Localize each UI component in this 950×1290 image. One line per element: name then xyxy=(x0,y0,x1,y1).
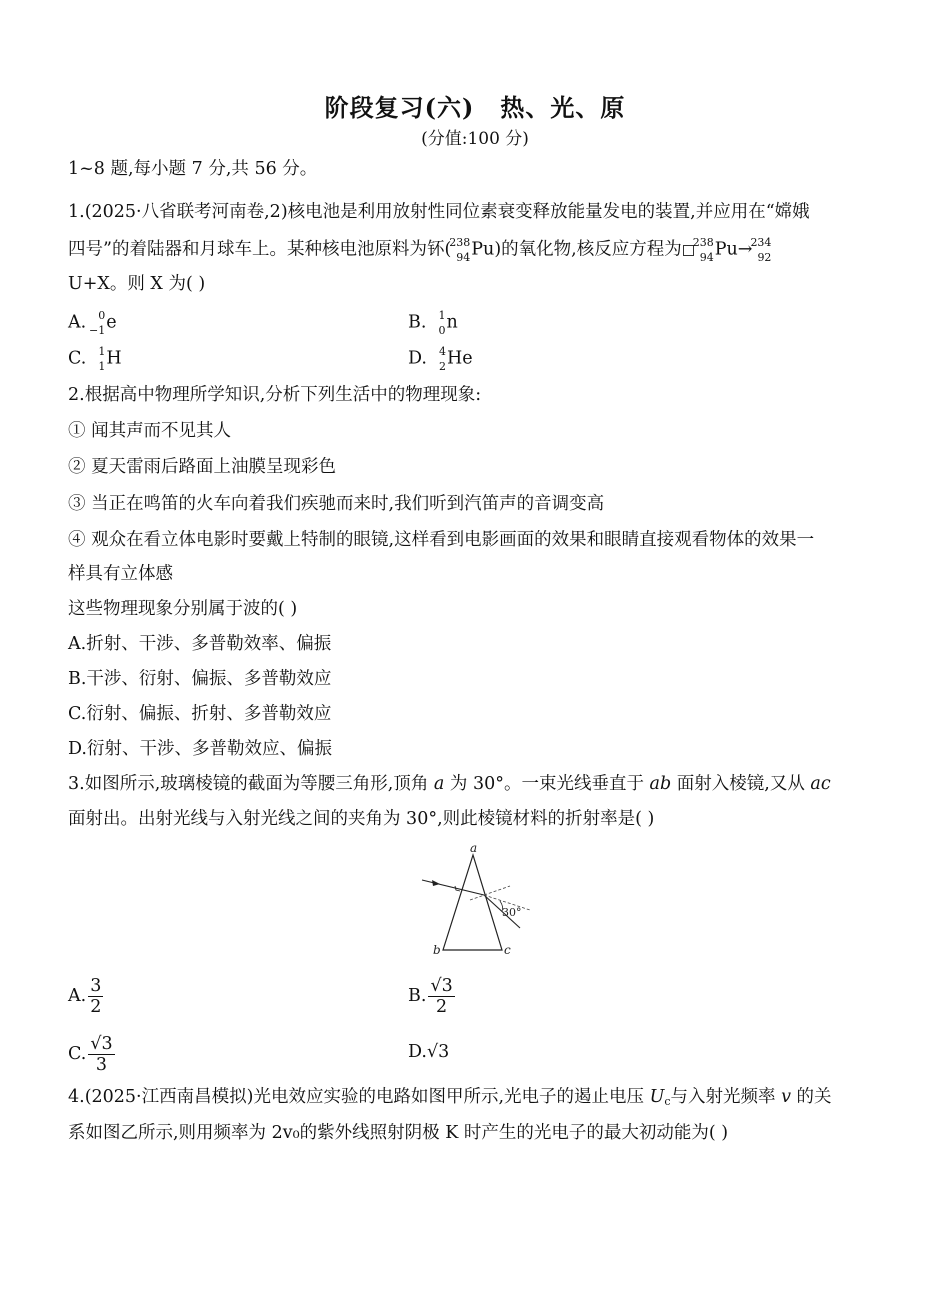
q4-line1-b: 与入射光频率 xyxy=(670,1087,782,1107)
q4-line1 xyxy=(68,1085,832,1114)
nuclide-up: 1 xyxy=(98,345,106,358)
reaction-arrow: → xyxy=(737,239,753,260)
option-label: A. xyxy=(68,312,87,333)
nuclide-up: 1 xyxy=(438,309,446,322)
q1-eq-pu-nuclide xyxy=(692,236,715,264)
q1-u-nuclide xyxy=(752,237,772,263)
fraction xyxy=(428,976,454,1017)
option-label: C. xyxy=(68,1044,87,1064)
denominator: 2 xyxy=(90,997,102,1017)
q2-option-b[interactable]: B.干涉、衍射、偏振、多普勒效应 xyxy=(68,669,332,689)
label-a: a xyxy=(470,841,478,855)
q2-item-4: ④ 观众在看立体电影时要戴上特制的眼镜,这样看到电影画面的效果和眼睛直接观看物体的效果一 xyxy=(68,530,815,550)
q1-pu-sym: Pu xyxy=(471,239,495,260)
label-b: b xyxy=(433,943,441,957)
q2-question: 这些物理现象分别属于波的( ) xyxy=(68,599,298,619)
q2-item-2: ② 夏天雷雨后路面上油膜呈现彩色 xyxy=(68,457,337,477)
nuclide-up: 4 xyxy=(438,345,446,358)
var-ab: ab xyxy=(649,774,672,794)
denominator: 2 xyxy=(436,997,448,1017)
q3-option-c[interactable] xyxy=(68,1034,115,1075)
title-main: 阶段复习(六) xyxy=(324,93,475,122)
q2-item-3: ③ 当正在鸣笛的火车向着我们疾驰而来时,我们听到汽笛声的音调变高 xyxy=(68,494,605,514)
denominator: 3 xyxy=(95,1055,108,1075)
page-title xyxy=(0,88,950,123)
q2-stem: 2.根据高中物理所学知识,分析下列生活中的物理现象: xyxy=(68,385,482,405)
q1-line2-a: 四号”的着陆器和月球车上。某种核电池原料为钚( xyxy=(68,239,452,260)
numerator: √3 xyxy=(90,1034,113,1054)
var-v: v xyxy=(781,1087,791,1107)
q4-line2: 系如图乙所示,则用频率为 2v₀的紫外线照射阴极 K 时产生的光电子的最大初动能为( ) xyxy=(68,1123,729,1143)
option-label: A. xyxy=(68,986,87,1006)
q3-line1-c: 面射入棱镜,又从 xyxy=(671,774,811,794)
nuclide-down: 2 xyxy=(438,360,446,373)
option-label: B. xyxy=(408,986,427,1006)
label-c: c xyxy=(504,943,511,957)
q1-u-mass: 234 xyxy=(750,236,772,249)
score-note: (分值:100 分) xyxy=(421,129,529,149)
q3-line2: 面射出。出射光线与入射光线之间的夹角为 30°,则此棱镜材料的折射率是( ) xyxy=(68,809,655,829)
q1-option-d[interactable] xyxy=(408,346,473,372)
q3-option-a[interactable] xyxy=(68,976,103,1017)
q1-line1: 1.(2025·八省联考河南卷,2)核电池是利用放射性同位素衰变释放能量发电的装置,并应用在“嫦娥 xyxy=(68,202,810,222)
option-label: D. xyxy=(408,348,427,369)
incident-ray xyxy=(422,880,484,895)
var-ac: ac xyxy=(810,774,831,794)
q4-line1-c: 的关 xyxy=(790,1087,832,1107)
fraction xyxy=(88,1034,114,1075)
q2-item-4-cont: 样具有立体感 xyxy=(68,564,173,584)
fraction xyxy=(88,976,103,1017)
numerator: √3 xyxy=(430,976,453,996)
title-topic: 热、光、原 xyxy=(500,93,626,122)
angle-label: 30° xyxy=(502,906,522,919)
q2-option-a[interactable]: A.折射、干涉、多普勒效率、偏振 xyxy=(68,634,332,654)
q1-line2 xyxy=(68,237,772,263)
prism-triangle xyxy=(443,855,502,950)
nuclide-up: 0 xyxy=(98,309,106,322)
q1-pu-z: 94 xyxy=(456,251,471,264)
option-value: √3 xyxy=(426,1042,450,1062)
q3-line1-a: 3.如图所示,玻璃棱镜的截面为等腰三角形,顶角 xyxy=(68,774,434,794)
q1-line3: U+X。则 X 为( ) xyxy=(68,274,206,294)
q2-option-c[interactable]: C.衍射、偏振、折射、多普勒效应 xyxy=(68,704,332,724)
nuclide-down: 0 xyxy=(438,324,446,337)
incident-arrow-icon xyxy=(432,880,440,886)
q1-eq-pu-mass: 238 xyxy=(692,236,714,249)
option-label: C. xyxy=(68,348,87,369)
instructions: 1~8 题,每小题 7 分,共 56 分。 xyxy=(68,159,318,179)
q3-option-b[interactable] xyxy=(408,976,455,1017)
q1-option-a[interactable] xyxy=(68,310,117,336)
nuclide-symbol: n xyxy=(446,312,458,333)
q2-option-d[interactable]: D.衍射、干涉、多普勒效应、偏振 xyxy=(68,739,332,759)
q1-pu-nuclide xyxy=(451,237,471,263)
q3-line1 xyxy=(68,772,831,796)
nuclide-down: −1 xyxy=(88,324,106,337)
q1-option-b[interactable] xyxy=(408,310,458,336)
nuclide-symbol: e xyxy=(106,312,117,333)
q1-pu-mass: 238 xyxy=(449,236,471,249)
q1-line2-b: )的氧化物,核反应方程为 xyxy=(494,239,682,260)
numerator: 3 xyxy=(90,976,102,996)
option-label: B. xyxy=(408,312,427,333)
option-b-nuclide xyxy=(426,310,446,336)
nuclide-symbol: He xyxy=(446,348,473,369)
q1-option-c[interactable] xyxy=(68,346,122,372)
var-u: U xyxy=(649,1087,665,1107)
q1-eq-pu-z: 94 xyxy=(699,251,714,264)
q1-eq-pu-sym: Pu xyxy=(714,239,738,260)
option-d-nuclide xyxy=(427,346,447,372)
nuclide-down: 1 xyxy=(98,360,106,373)
q2-item-1: ① 闻其声而不见其人 xyxy=(68,421,232,441)
option-a-nuclide xyxy=(86,310,106,336)
q1-u-z: 92 xyxy=(757,251,772,264)
option-c-nuclide xyxy=(86,346,106,372)
prism-figure xyxy=(418,840,538,960)
var-a: a xyxy=(433,774,445,794)
q4-line1-a: 4.(2025·江西南昌模拟)光电效应实验的电路如图甲所示,光电子的遏止电压 xyxy=(68,1087,650,1107)
q3-option-d[interactable] xyxy=(408,1040,449,1064)
subscript-c: c xyxy=(664,1095,671,1108)
nuclide-symbol: H xyxy=(106,348,122,369)
q3-line1-b: 为 30°。一束光线垂直于 xyxy=(444,774,650,794)
option-label: D. xyxy=(408,1042,427,1062)
